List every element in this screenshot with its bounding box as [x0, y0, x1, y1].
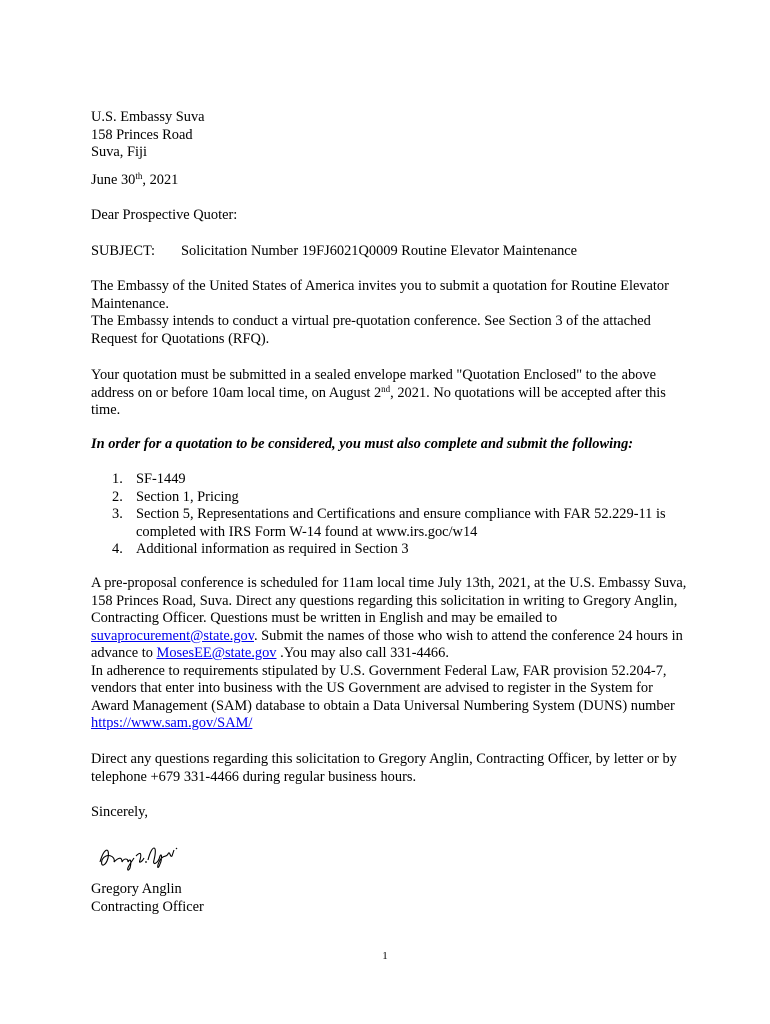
page-number: 1	[382, 950, 388, 962]
subject-label: SUBJECT:	[91, 243, 156, 259]
intro-invite: The Embassy of the United States of America invites you to submit a quotation for Routine Elevator Maintenance.	[91, 278, 669, 312]
letter-date: June 30th, 2021	[91, 171, 179, 188]
signer-name: Gregory Anglin	[91, 881, 182, 897]
closing: Sincerely,	[91, 804, 149, 820]
list-item: 1. SF-1449	[112, 471, 186, 487]
signature	[96, 838, 186, 880]
address-line-3: Suva, Fiji	[91, 144, 147, 160]
sam-link[interactable]: https://www.sam.gov/SAM/	[91, 715, 253, 731]
requirements-list	[91, 471, 691, 559]
conference-paragraph: A pre-proposal conference is scheduled for 11am local time July 13th, 2021, at the U.S. Embassy Suva, 158 Princes Road, Suva. Direct any questions regarding this solicitation in writing to Gregory Anglin, Contracting Officer. Questions must be written in English and may be emailed to suvaprocurement@state.gov. Submit the names of those who wish to attend the conference 24 hours in advance to MosesEE@state.gov .You may also call 331-4466. In adherence to requirements stipulated by U.S. Government Federal Law, FAR provision 52.204-7, vendors that enter into business with the US Government are advised to register in the System for Award Management (SAM) database to obtain a Data Universal Numbering System (DUNS) number https://www.sam.gov/SAM/	[91, 575, 687, 731]
signer-block	[91, 881, 691, 916]
submission-paragraph: Your quotation must be submitted in a sealed envelope marked "Quotation Enclosed" to the above address on or before 10am local time, on August 2nd, 2021. No quotations will be accepted after this time.	[91, 367, 666, 418]
list-item: 4. Additional information as required in Section 3	[112, 541, 409, 557]
salutation: Dear Prospective Quoter:	[91, 207, 238, 223]
questions-paragraph: Direct any questions regarding this solicitation to Gregory Anglin, Contracting Officer, by letter or by telephone +679 331-4466 during regular business hours.	[91, 751, 677, 785]
requirement-heading: In order for a quotation to be considered, you must also complete and submit the following:	[91, 436, 634, 452]
procurement-email-link[interactable]: suvaprocurement@state.gov	[91, 627, 254, 644]
list-item: 3. Section 5, Representations and Certifications and ensure compliance with FAR 52.229-11 is completed with IRS Form W-14 found at www.irs.goc/w14	[112, 506, 666, 540]
list-item: 2. Section 1, Pricing	[112, 488, 239, 505]
subject-line	[91, 243, 691, 261]
moses-email-link[interactable]: MosesEE@state.gov	[156, 645, 277, 661]
address-line-2: 158 Princes Road	[91, 126, 193, 143]
intro-paragraph	[91, 278, 691, 348]
address-line-1: U.S. Embassy Suva	[91, 109, 205, 125]
subject-text: Solicitation Number 19FJ6021Q0009 Routine Elevator Maintenance	[181, 243, 578, 259]
intro-conference: The Embassy intends to conduct a virtual pre-quotation conference. See Section 3 of the attached Request for Quotations (RFQ).	[91, 313, 651, 347]
signer-title: Contracting Officer	[91, 898, 204, 915]
embassy-address	[91, 109, 691, 162]
